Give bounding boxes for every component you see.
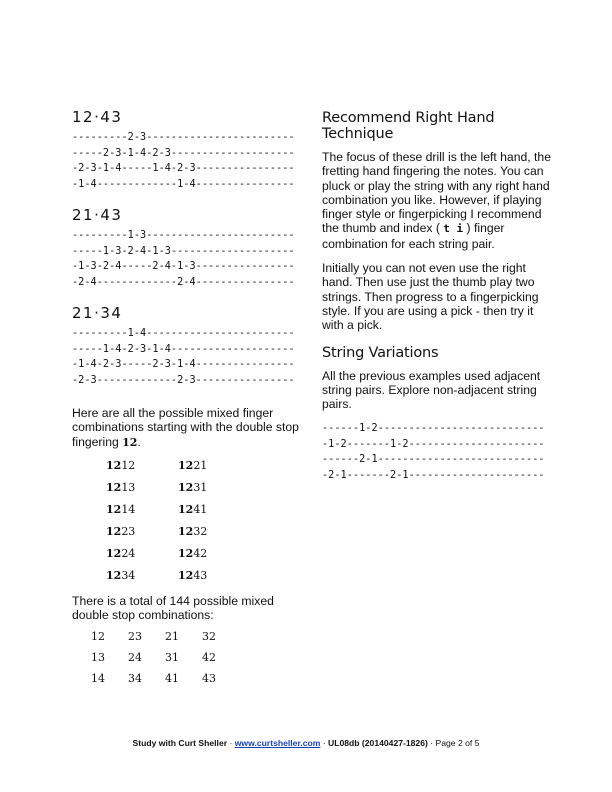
total-combo: 31	[165, 651, 179, 665]
combo-suffix: 21	[193, 458, 208, 472]
combo-item	[178, 570, 250, 582]
combo-item	[106, 460, 178, 472]
technique-text: The focus of these drill is the left hand, the fretting hand fingering the notes. You can pluck or play the string with any right hand combination you like. However, if playing finger style or fingerpicking I recommend the thumb and index (	[322, 150, 551, 236]
tab-line: -2-3-------------2-3----------------	[72, 374, 295, 386]
tab-line: -1-3-2-4-----2-4-1-3----------------	[72, 261, 295, 272]
combo-prefix: 12	[106, 568, 122, 582]
total-combo: 13	[91, 651, 105, 665]
tab-line: -----1-3-2-4-1-3--------------------	[72, 245, 295, 257]
footer-separator: ·	[320, 738, 329, 748]
tab-line: -2-3-1-4-----1-4-2-3----------------	[72, 163, 295, 174]
tab-line: ---------1-4------------------------	[72, 328, 295, 339]
combo-grid	[106, 460, 312, 582]
combo-prefix: 12	[106, 546, 122, 560]
technique-paragraph	[322, 150, 554, 251]
total-combo: 23	[128, 630, 142, 644]
mixed-intro-paragraph	[72, 406, 312, 450]
right-column	[322, 110, 554, 483]
tab-line: -2-4-------------2-4----------------	[72, 276, 295, 288]
combo-suffix: 12	[121, 458, 136, 472]
combo-suffix: 41	[193, 502, 208, 516]
example-title: 21·34	[72, 304, 123, 322]
combo-item	[178, 504, 250, 516]
combo-prefix: 12	[178, 502, 194, 516]
combo-item	[106, 570, 178, 582]
combo-suffix: 14	[121, 502, 136, 516]
combo-suffix: 24	[121, 546, 136, 560]
combo-prefix: 12	[106, 502, 122, 516]
heading-right-hand-technique: Recommend Right Hand Technique	[322, 110, 495, 142]
heading-string-variations: String Variations	[322, 344, 439, 361]
total-combo: 14	[91, 672, 105, 686]
total-combo: 24	[128, 651, 142, 665]
total-combo: 41	[165, 672, 179, 686]
footer-website-link[interactable]: www.curtsheller.com	[234, 738, 321, 748]
page-footer	[0, 738, 612, 748]
combo-suffix: 42	[193, 546, 208, 560]
combo-suffix: 43	[193, 568, 208, 582]
combo-item	[178, 460, 250, 472]
total-combo: 32	[202, 630, 216, 644]
combo-item	[106, 526, 178, 538]
tab-line: -1-4-------------1-4----------------	[72, 178, 295, 190]
tab-line: ------1-2---------------------------	[322, 423, 545, 435]
footer-doc-id: UL08db (20140427-1826)	[328, 738, 428, 748]
variations-paragraph: All the previous examples used adjacent string pairs. Explore non-adjacent string pairs.	[322, 368, 541, 412]
variation-tab	[322, 421, 554, 483]
finger-code: t i	[443, 222, 464, 236]
total-combo: 43	[202, 672, 216, 686]
combo-prefix: 12	[106, 458, 122, 472]
combo-suffix: 34	[121, 568, 136, 582]
total-combo: 42	[202, 651, 216, 665]
footer-separator: ·	[427, 738, 436, 748]
initially-paragraph: Initially you can not even use the right hand. Then use just the thumb play two strings. Then progress to a fingerpicking style. If you are using a pick - then try it with a pick.	[322, 261, 539, 333]
tab-example-2	[72, 206, 312, 290]
footer-page-number: Page 2 of 5	[435, 738, 480, 748]
tab-line: -2-1-------2-1----------------------	[322, 469, 545, 481]
footer-separator: ·	[227, 738, 235, 748]
combo-item	[106, 504, 178, 516]
combo-prefix: 12	[178, 458, 194, 472]
example-title: 21·43	[72, 206, 123, 224]
combo-prefix: 12	[178, 546, 194, 560]
mixed-intro-end: .	[137, 434, 141, 449]
combo-prefix: 12	[178, 524, 194, 538]
combo-suffix: 31	[193, 480, 208, 494]
total-combo-grid	[91, 630, 312, 685]
total-paragraph: There is a total of 144 possible mixed double stop combinations:	[72, 593, 274, 623]
combo-item	[178, 526, 250, 538]
tab-example-1	[72, 108, 312, 192]
left-column	[72, 108, 312, 685]
combo-prefix: 12	[178, 480, 194, 494]
example-title: 12·43	[72, 108, 123, 126]
tab-line: ---------2-3------------------------	[72, 132, 295, 143]
combo-item	[106, 548, 178, 560]
tab-line: ---------1-3------------------------	[72, 230, 295, 241]
tab-line: -----1-4-2-3-1-4--------------------	[72, 343, 295, 355]
total-combo: 34	[128, 672, 142, 686]
total-combo: 12	[91, 630, 105, 644]
tab-line: -----2-3-1-4-2-3--------------------	[72, 147, 295, 159]
technique-text-end: ) finger combination for each string pair.	[322, 221, 505, 251]
combo-suffix: 23	[121, 524, 136, 538]
combo-suffix: 32	[193, 524, 208, 538]
fingering-bold: 12	[122, 435, 138, 449]
combo-suffix: 13	[121, 480, 136, 494]
mixed-intro-text: Here are all the possible mixed finger combinations starting with the double stop fingering	[72, 406, 299, 449]
combo-item	[178, 548, 250, 560]
combo-item	[106, 482, 178, 494]
footer-brand: Study with Curt Sheller	[132, 738, 228, 748]
tab-line: -1-4-2-3-----2-3-1-4----------------	[72, 359, 295, 370]
tab-example-3	[72, 304, 312, 388]
total-combo: 21	[165, 630, 179, 644]
combo-prefix: 12	[106, 480, 122, 494]
combo-item	[178, 482, 250, 494]
combo-prefix: 12	[178, 568, 194, 582]
combo-prefix: 12	[106, 524, 122, 538]
tab-line: ------2-1---------------------------	[322, 454, 545, 466]
tab-line: -1-2-------1-2----------------------	[322, 438, 545, 450]
